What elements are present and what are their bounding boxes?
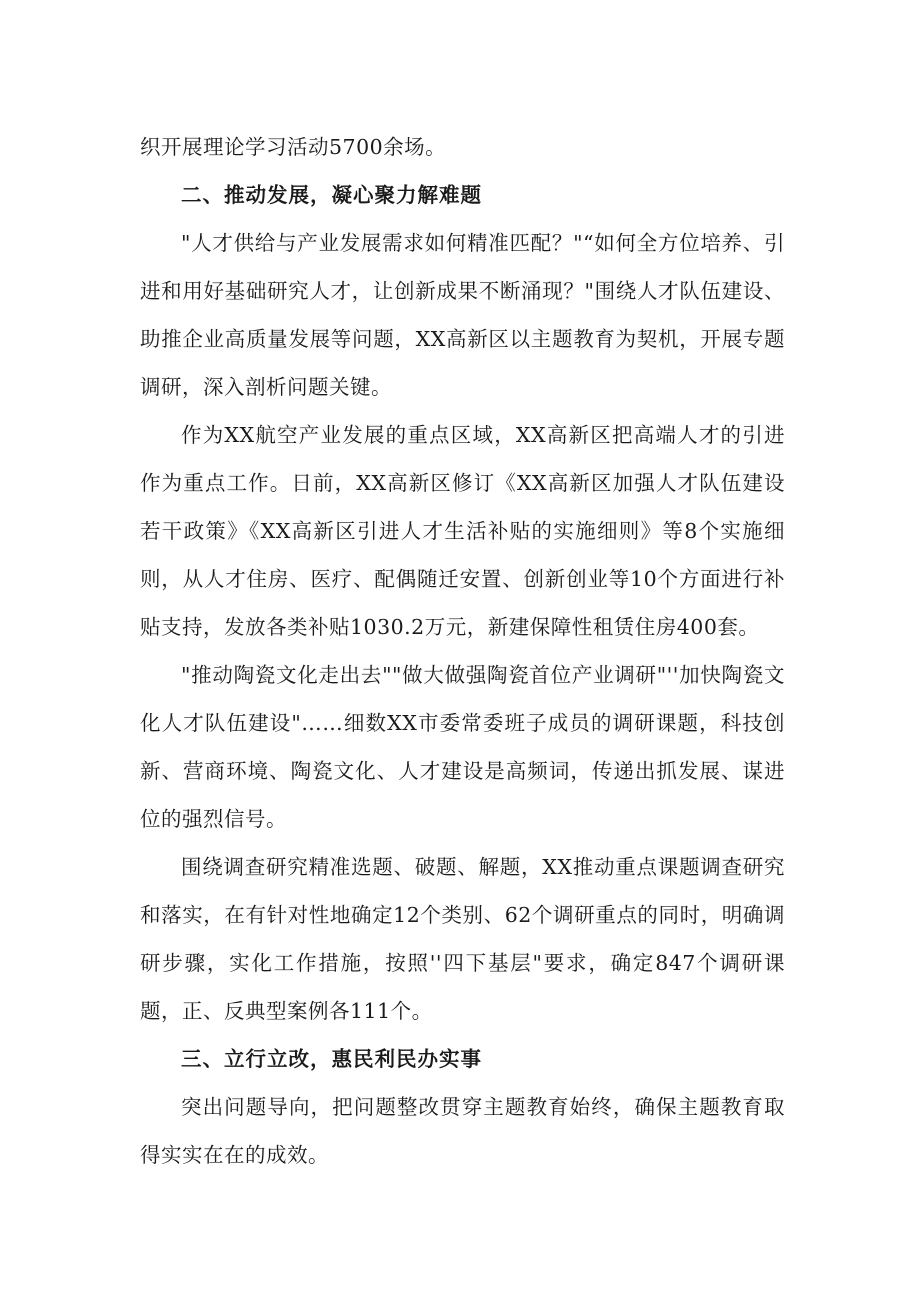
paragraph-high-tech-zone: 作为XX航空产业发展的重点区域，XX高新区把高端人才的引进作为重点工作。日前，XX高新区修订《XX高新区加强人才队伍建设若干政策》《XX高新区引进人才生活补贴的实施细则》等8个实施细则，从人才住房、医疗、配偶随迁安置、创新创业等10个方面进行补贴支持，发放各类补贴1030.2万元，新建保障性租赁住房400套。 xyxy=(140,423,785,639)
section-heading-2: 二、推动发展，凝心聚力解难题 xyxy=(181,183,482,207)
paragraph-continuation: 织开展理论学习活动5700余场。 xyxy=(140,135,447,159)
section-heading-3: 三、立行立改，惠民利民办实事 xyxy=(181,1047,482,1071)
paragraph-problem-rectification: 突出问题导向，把问题整改贯穿主题教育始终，确保主题教育取得实实在在的成效。 xyxy=(140,1095,785,1167)
document-body xyxy=(140,123,785,1179)
paragraph-ceramics-culture: "推动陶瓷文化走出去""做大做强陶瓷首位产业调研"''加快陶瓷文化人才队伍建设"……细数XX市委常委班子成员的调研课题，科技创新、营商环境、陶瓷文化、人才建设是高频词，传递出抓发展、谋进位的强烈信号。 xyxy=(140,663,785,831)
paragraph-research-topics: 围绕调查研究精准选题、破题、解题，XX推动重点课题调查研究和落实，在有针对性地确定12个类别、62个调研重点的同时，明确调研步骤，实化工作措施，按照''四下基层"要求，确定847个调研课题，正、反典型案例各111个。 xyxy=(140,855,785,1023)
paragraph-talent-matching: "人才供给与产业发展需求如何精准匹配？"“如何全方位培养、引进和用好基础研究人才，让创新成果不断涌现？"围绕人才队伍建设、助推企业高质量发展等问题，XX高新区以主题教育为契机，开展专题调研，深入剖析问题关键。 xyxy=(140,231,785,399)
